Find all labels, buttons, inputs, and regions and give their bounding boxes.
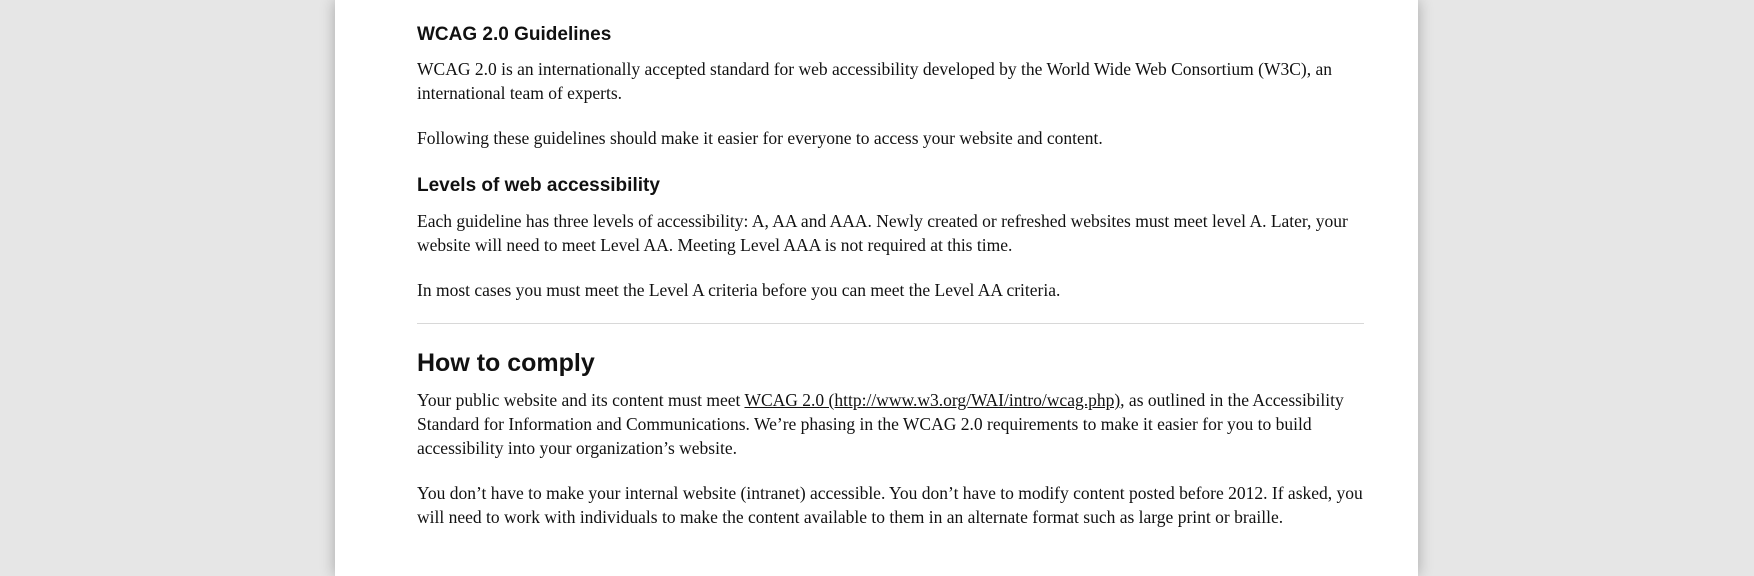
- paragraph-levels-order: In most cases you must meet the Level A criteria before you can meet the Level AA criteria.: [417, 280, 1061, 300]
- section-divider: [417, 323, 1364, 324]
- wcag-link[interactable]: WCAG 2.0 (http://www.w3.org/WAI/intro/wcag.php): [744, 390, 1121, 410]
- heading-wcag-guidelines: WCAG 2.0 Guidelines: [417, 24, 612, 45]
- comply-text-after-link: , as outlined in the Accessibility Standard for Information and Communications. We’re phasing in the WCAG 2.0 requirements to make it easier for you to build accessibility into your organization’s website.: [417, 390, 1344, 458]
- paragraph-comply-internal-website: You don’t have to make your internal website (intranet) accessible. You don’t have to modify content posted before 2012. If asked, you will need to work with individuals to make the content available to them in an alternate format such as large print or braille.: [417, 483, 1363, 527]
- paragraph-wcag-benefit: Following these guidelines should make it easier for everyone to access your website and content.: [417, 128, 1103, 148]
- paragraph-wcag-intro: WCAG 2.0 is an internationally accepted standard for web accessibility developed by the World Wide Web Consortium (W3C), an international team of experts.: [417, 59, 1332, 103]
- paragraph-comply-public-website: [417, 388, 1364, 460]
- heading-how-to-comply: How to comply: [417, 349, 595, 377]
- paragraph-levels-description: Each guideline has three levels of accessibility: A, AA and AAA. Newly created or refreshed websites must meet level A. Later, your website will need to meet Level AA. Meeting Level AAA is not required at this time.: [417, 211, 1348, 255]
- document-page: [335, 0, 1418, 576]
- comply-text-before-link: Your public website and its content must meet: [417, 390, 745, 410]
- document-content: [417, 0, 1364, 529]
- heading-levels-accessibility: Levels of web accessibility: [417, 175, 660, 196]
